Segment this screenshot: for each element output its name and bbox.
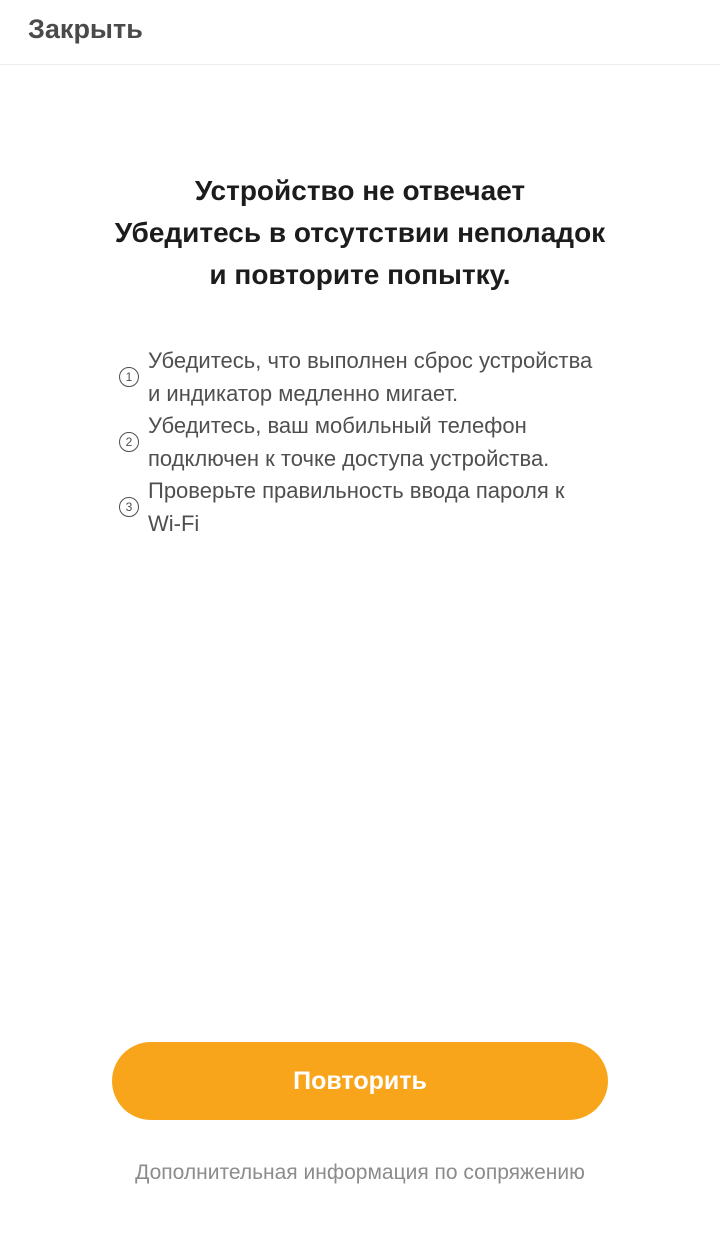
close-button[interactable]: Закрыть <box>28 14 143 44</box>
title-line-1: Устройство не отвечает <box>194 175 526 206</box>
title-line-2: Убедитесь в отсутствии неполадок <box>114 217 606 248</box>
page-title <box>40 170 680 296</box>
list-item <box>118 345 598 410</box>
pairing-info-link[interactable]: Дополнительная информация по сопряжению <box>135 1161 585 1184</box>
title-line-3: и повторите попытку. <box>209 259 511 290</box>
retry-button[interactable]: Повторить <box>112 1042 608 1120</box>
list-item <box>118 475 598 540</box>
step-number-2-icon: 2 <box>119 432 139 452</box>
list-item <box>118 410 598 475</box>
tip-text: Убедитесь, что выполнен сброс устройства и индикатор медленно мигает. <box>148 348 593 406</box>
tip-text: Убедитесь, ваш мобильный телефон подключен к точке доступа устройства. <box>148 413 550 471</box>
step-number-3-icon: 3 <box>119 497 139 517</box>
troubleshooting-list <box>118 345 598 540</box>
top-bar <box>0 0 720 65</box>
step-number-1-icon: 1 <box>119 367 139 387</box>
tip-text: Проверьте правильность ввода пароля к Wi-Fi <box>148 478 565 536</box>
